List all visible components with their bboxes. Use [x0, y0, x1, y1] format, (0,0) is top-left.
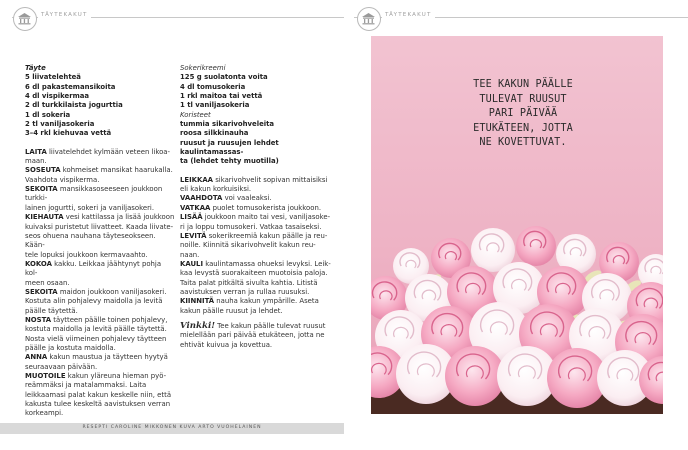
instruction-step [25, 148, 175, 167]
instruction-line [25, 204, 175, 213]
instruction-verb: LEIKKAA [180, 175, 214, 184]
tip-line: Tee kakun päälle tulevat ruusut [214, 321, 326, 330]
instructions-filling [25, 148, 175, 419]
instruction-text: maidon joukkoon vaniljasokeri. [57, 287, 167, 296]
instruction-verb: NOSTA [25, 315, 52, 324]
instruction-text: päälle täytettä. [25, 306, 78, 315]
instruction-line [25, 166, 175, 175]
instruction-line [25, 223, 175, 232]
ingredient-item: 1 rkl maitoa tai vettä [180, 92, 263, 101]
instruction-text: voi vaaleaksi. [222, 194, 272, 203]
instruction-verb: LAITA [25, 147, 47, 156]
section-badge-icon [357, 7, 381, 31]
decoration-list [180, 120, 342, 167]
instruction-line [180, 260, 342, 269]
instruction-step [25, 316, 175, 353]
instruction-line [180, 213, 342, 222]
instruction-verb: KIEHAUTA [25, 213, 64, 222]
footer-credit: RESEPTI CAROLINE MIKKONEN KUVA ARTO VUOHELAINEN [82, 424, 262, 430]
pull-quote [468, 78, 578, 151]
instruction-line [25, 353, 175, 362]
instruction-text: puolet tomusokerista joukkoon. [210, 203, 322, 212]
instruction-text: Taita palat pitkältä sivulta kahtia. Litistä [180, 278, 318, 287]
instruction-line [25, 185, 175, 204]
instruction-verb: MUOTOILE [25, 372, 66, 380]
instruction-line [180, 288, 342, 297]
ingredient-item: 6 dl pakastemansikoita [25, 82, 116, 91]
quote-line: NE KOVETTUVAT. [479, 137, 567, 149]
instruction-text: tele lopuksi joukkoon kermavaahto. [25, 250, 148, 259]
ingredients-heading: Sokerikreemi [180, 64, 226, 72]
instruction-verb: ANNA [25, 353, 48, 362]
instruction-text: lainen jogurtti, sokeri ja vaniljasokeri. [25, 203, 155, 212]
instruction-text: liivatelehdet kylmään veteen likoa- [46, 147, 171, 156]
instruction-line [25, 157, 175, 166]
instruction-line [25, 381, 175, 390]
decoration-item: ta (lehdet tehty muotilla) [180, 157, 279, 166]
instruction-text: kakun yläreuna hieman pyö- [65, 372, 167, 380]
instruction-line [25, 335, 175, 344]
instruction-line [180, 194, 342, 203]
instruction-line [180, 232, 342, 241]
instruction-text: kohmeiset mansikat haarukalla. [60, 166, 173, 175]
quote-line: TULEVAT RUUSUT [479, 93, 567, 105]
instruction-step [25, 353, 175, 372]
tip-box [180, 322, 342, 350]
instruction-line [180, 241, 342, 250]
ingredients-frosting [180, 64, 342, 167]
instruction-line [25, 297, 175, 306]
quote-line: PARI PÄIVÄÄ [488, 108, 558, 120]
instruction-step [180, 232, 342, 260]
instruction-line [180, 204, 342, 213]
instruction-text: kakun maustua ja täytteen hyytyä [47, 353, 168, 362]
decoration-item: tummia sikarivohveleita [180, 120, 275, 129]
instruction-step [25, 260, 175, 288]
instruction-line [25, 251, 175, 260]
instruction-text: maan. [25, 157, 47, 166]
ingredient-item: 4 dl tomusokeria [180, 82, 246, 91]
instruction-step [25, 166, 175, 185]
instruction-verb: SOSEUTA [25, 166, 61, 175]
decorations-heading: Koristeet [180, 110, 211, 119]
instruction-text: päälle ja kostuta maidolla. [25, 343, 116, 352]
instruction-line [25, 400, 175, 409]
instruction-line [25, 372, 175, 381]
quote-line: ETUKÄTEEN, JOTTA [473, 122, 573, 134]
ingredient-item: 4 dl vispikermaa [25, 92, 90, 101]
instruction-step [180, 194, 342, 203]
instruction-text: noille. Kiinnitä sikarivohvelit kakun reu- [180, 241, 316, 250]
instruction-text: täytteen päälle toinen pohjalevy, [51, 315, 168, 324]
instruction-text: kakun päälle ruusut ja lehdet. [180, 306, 283, 315]
instruction-line [180, 297, 342, 306]
section-badge-icon [13, 7, 37, 31]
instruction-text: kaulintamassa ohueksi levyksi. Leik- [203, 259, 331, 268]
instruction-line [25, 325, 175, 334]
instruction-line [180, 185, 342, 194]
ingredient-item: 2 dl turkkilaista jogurttia [25, 101, 123, 110]
section-label: TÄYTEKAKUT [38, 12, 91, 18]
tip-line: ehtivät kuivua ja kovettua. [180, 340, 273, 349]
recipe-column-right [180, 64, 342, 350]
instruction-verb: SEKOITA [25, 287, 58, 296]
section-label: TÄYTEKAKUT [382, 12, 435, 18]
instruction-line [25, 213, 175, 222]
instruction-text: mansikkasoseeseen joukkoon turkki- [25, 185, 163, 203]
instruction-text: korkeampi. [25, 409, 64, 418]
instruction-verb: KIINNITÄ [180, 297, 215, 306]
instruction-step [25, 372, 175, 419]
instruction-text: kaa levystä suorakaiteen muotoisia paloja. [180, 269, 328, 278]
instruction-line [25, 316, 175, 325]
instruction-text: Vaahdota vispikerma. [25, 175, 100, 184]
instruction-text: kuivaksi puristetut liivatteet. Kaada liivate- [25, 222, 174, 231]
tip-title: Vinkki! [180, 320, 215, 331]
instruction-text: Kostuta alin pohjalevy maidolla ja levitä [25, 297, 163, 306]
instruction-line [25, 260, 175, 279]
instruction-text: aavistuksen verran ja rullaa ruusuksi. [180, 287, 310, 296]
instruction-step [25, 288, 175, 316]
ingredient-item: 5 liivatelehteä [25, 73, 81, 82]
instruction-text: seos ohuena nauhana täyteseokseen. Kään- [25, 231, 156, 250]
instruction-step [25, 213, 175, 260]
instruction-text: vesi kattilassa ja lisää joukkoon [63, 213, 175, 222]
instruction-line [25, 176, 175, 185]
instruction-text: kakku. Leikkaa jäähtynyt pohja kol- [25, 259, 162, 278]
instructions-frosting [180, 176, 342, 316]
instruction-text: naan. [180, 250, 200, 259]
instruction-line [25, 279, 175, 288]
instruction-line [25, 391, 175, 400]
instruction-step [180, 213, 342, 232]
instruction-line [25, 363, 175, 372]
instruction-text: sikarivohvelit sopivan mittaisiksi [213, 175, 328, 184]
ingredient-list [180, 73, 342, 110]
ingredient-item: 2 tl vaniljasokeria [25, 120, 95, 129]
instruction-line [25, 344, 175, 353]
instruction-line [180, 251, 342, 260]
instruction-line [180, 176, 342, 185]
instruction-text: kakusta tulee keskeltä aavistuksen verran [25, 400, 171, 409]
instruction-text: leikkaamasi palat kakun keskelle niin, että [25, 390, 172, 399]
instruction-verb: LEVITÄ [180, 231, 207, 240]
instruction-text: Nosta vielä viimeinen pohjalevy täytteen [25, 334, 167, 343]
instruction-verb: KOKOA [25, 259, 52, 268]
instruction-line [180, 279, 342, 288]
instruction-verb: KAULI [180, 259, 204, 268]
instruction-line [25, 288, 175, 297]
instruction-verb: LISÄÄ [180, 213, 203, 222]
instruction-text: kostuta maidolla ja levitä päälle täytettä. [25, 325, 167, 334]
instruction-text: ri ja loppu tomusokeri. Vatkaa tasaiseksi. [180, 222, 322, 231]
quote-line: TEE KAKUN PÄÄLLE [473, 79, 573, 90]
ingredients-heading: Täyte [25, 64, 46, 72]
instruction-line [180, 269, 342, 278]
instruction-verb: VAAHDOTA [180, 194, 223, 203]
instruction-verb: VATKAA [180, 203, 211, 212]
instruction-text: nauha kakun ympärille. Aseta [214, 297, 319, 306]
decoration-item: roosa silkkinauha [180, 129, 249, 138]
instruction-text: sokerikreemiä kakun päälle ja reu- [206, 231, 328, 240]
ingredient-item: 1 tl vaniljasokeria [180, 101, 250, 110]
ingredient-item: 3–4 rkl kiehuvaa vettä [25, 129, 112, 138]
instruction-step [180, 204, 342, 213]
instruction-step [25, 185, 175, 213]
recipe-column-left [25, 64, 175, 419]
instruction-step [180, 260, 342, 297]
ingredient-list [25, 73, 175, 138]
tip-line: mielellään pari päivää etukäteen, jotta ne [180, 331, 325, 340]
ingredients-filling [25, 64, 175, 139]
instruction-line [180, 223, 342, 232]
instruction-text: seuraavaan päivään. [25, 362, 98, 371]
instruction-text: joukkoon maito tai vesi, vaniljasoke- [202, 213, 331, 222]
instruction-line [25, 307, 175, 316]
ingredient-item: 1 dl sokeria [25, 110, 71, 119]
instruction-line [25, 148, 175, 157]
instruction-step [180, 176, 342, 195]
instruction-step [180, 297, 342, 316]
decoration-item: ruusut ja ruusujen lehdet kaulintamassas- [180, 138, 279, 157]
instruction-text: reämmäksi ja matalammaksi. Laita [25, 381, 147, 390]
instruction-line [25, 232, 175, 251]
instruction-line [25, 409, 175, 418]
instruction-text: eli kakun korkuisiksi. [180, 185, 252, 194]
ingredient-item: 125 g suolatonta voita [180, 73, 268, 82]
instruction-verb: SEKOITA [25, 185, 58, 194]
instruction-line [180, 307, 342, 316]
instruction-text: meen osaan. [25, 278, 70, 287]
